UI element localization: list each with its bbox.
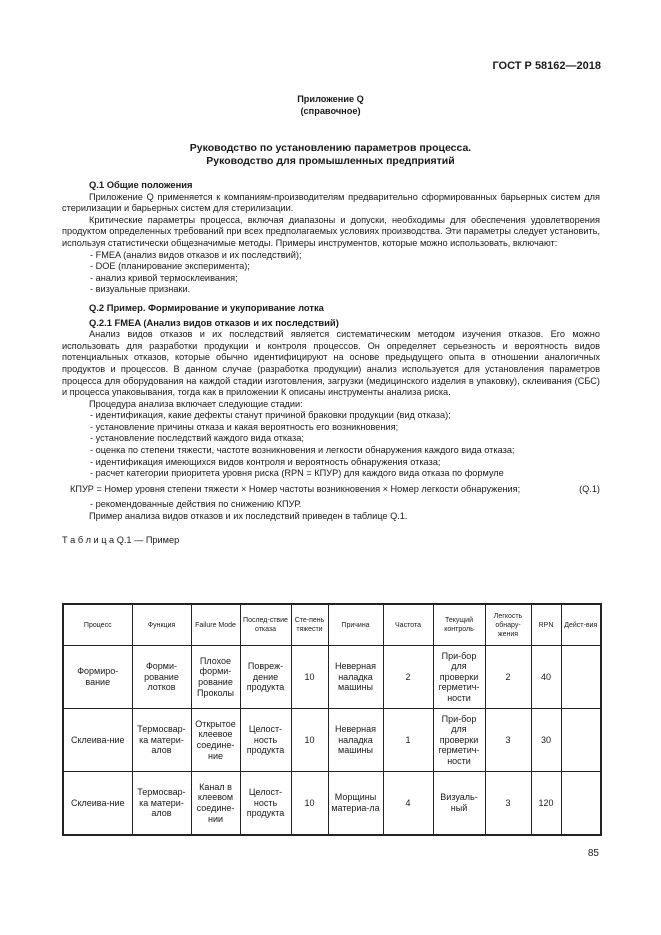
table-cell: 30 — [531, 709, 561, 772]
table-cell — [561, 646, 601, 709]
column-header: Частота — [383, 604, 433, 646]
column-header: Легкость обнару-жения — [485, 604, 531, 646]
table-cell: Визуаль-ный — [433, 772, 485, 836]
appendix-title: Приложение Q — [297, 94, 364, 104]
column-header: Причина — [328, 604, 383, 646]
list-item: - расчет категории приоритета уровня риска (RPN = КПУР) для каждого вида отказа по формуле — [90, 468, 504, 479]
table-caption: Т а б л и ц а Q.1 — Пример — [62, 534, 180, 545]
table-row — [63, 646, 601, 709]
table-cell: Целост-ность продукта — [240, 772, 291, 836]
column-header: Сте-пень тяжести — [291, 604, 328, 646]
formula-text: КПУР = Номер уровня степени тяжести × Номер частоты возникновения × Номер легкости обнаружения; — [70, 483, 521, 494]
table-header-row — [63, 604, 601, 646]
section-title-1: Руководство по установлению параметров процесса. — [189, 142, 472, 154]
table-cell: Формиро-вание — [63, 646, 132, 709]
paragraph: Процедура анализа включает следующие стадии: — [89, 398, 303, 409]
column-header: Послед-ствие отказа — [240, 604, 291, 646]
table-cell: При-бор для проверки герметич-ности — [433, 646, 485, 709]
table-cell: Термосвар-ка матери-алов — [132, 709, 191, 772]
table-cell — [561, 709, 601, 772]
formula-number: (Q.1) — [579, 483, 600, 494]
list-item: - FMEA (анализ видов отказов и их последствий); — [90, 249, 302, 260]
table-cell: Форми-рование лотков — [132, 646, 191, 709]
table-cell: Плохое форми-рование Проколы — [191, 646, 240, 709]
table-row — [63, 709, 601, 772]
table-cell: 120 — [531, 772, 561, 836]
table-cell: 3 — [485, 709, 531, 772]
column-header: RPN — [531, 604, 561, 646]
list-item: - оценка по степени тяжести, частоте возникновения и легкости обнаружения каждого вида отказа; — [90, 445, 515, 456]
list-item: - идентификация имеющихся видов контроля и вероятность обнаружения отказа; — [90, 456, 441, 467]
appendix-subtitle: (справочное) — [300, 106, 361, 116]
heading-q1: Q.1 Общие положения — [89, 179, 193, 190]
paragraph: Пример анализа видов отказов и их последствий приведен в таблице Q.1. — [89, 511, 408, 522]
heading-q2: Q.2 Пример. Формирование и укупоривание лотка — [89, 301, 324, 313]
table-cell: 2 — [383, 646, 433, 709]
formula — [62, 484, 600, 496]
body-text — [62, 176, 600, 546]
table-cell: 40 — [531, 646, 561, 709]
table-cell: 10 — [291, 709, 328, 772]
table-cell: 4 — [383, 772, 433, 836]
table-cell: Открытое клеевое соедине-ние — [191, 709, 240, 772]
table-cell: Целост-ность продукта — [240, 709, 291, 772]
table-cell: Неверная наладка машины — [328, 646, 383, 709]
heading-q21: Q.2.1 FMEA (Анализ видов отказов и их последствий) — [89, 316, 339, 328]
document-id: ГОСТ Р 58162—2018 — [492, 60, 601, 72]
table-row — [63, 772, 601, 836]
table-cell: Повреж-дение продукта — [240, 646, 291, 709]
fmea-table — [62, 603, 602, 836]
paragraph: Приложение Q применяется к компаниям-производителям предварительно сформированных барьерных систем для стерилизации и барьерных систем для стерилизации. — [62, 191, 600, 214]
list-item: - установление причины отказа и какая вероятность его возникновения; — [90, 421, 399, 432]
section-title-2: Руководство для промышленных предприятий — [206, 155, 455, 167]
table-cell: 1 — [383, 709, 433, 772]
table-cell: При-бор для проверки герметич-ности — [433, 709, 485, 772]
table-cell: Склеива-ние — [63, 772, 132, 836]
table-cell: Термосвар-ка матери-алов — [132, 772, 191, 836]
list-item: - установление последствий каждого вида отказа; — [90, 433, 304, 444]
list-item: - идентификация, какие дефекты станут причиной браковки продукции (вид отказа); — [90, 410, 451, 421]
table-cell: Склеива-ние — [63, 709, 132, 772]
list-item: - рекомендованные действия по снижению КПУР. — [90, 499, 302, 510]
table-cell: Канал в клеевом соедине-нии — [191, 772, 240, 836]
paragraph: Анализ видов отказов и их последствий является систематическим методом изучения отказов. Его можно использовать для разработки продукции и контроля процессов. Он определяет серьезность и вероятность видов потенциальных отказов, которые обычно идентифицируют на основе предыдущего опыта в отношении аналогичных продуктов и процессов. В данном случае (разработка продукции) анализ используется для установления параметров процесса для оборудования на каждой стадии изготовления, загрузки (медицинского изделия в упаковку), склеивания (СБС) и процесса упаковывания, тогда как в приложении К описаны инструменты анализа риска. — [62, 329, 600, 398]
list-item: - анализ кривой термосклеивания; — [90, 272, 238, 283]
table-cell: 10 — [291, 646, 328, 709]
list-item: - DOE (планирование эксперимента); — [90, 261, 250, 272]
column-header: Дейст-вия — [561, 604, 601, 646]
table-cell: 3 — [485, 772, 531, 836]
column-header: Процесс — [63, 604, 132, 646]
page-number: 85 — [587, 848, 599, 859]
table-cell: Неверная наладка машины — [328, 709, 383, 772]
paragraph: Критические параметры процесса, включая диапазоны и допуски, необходимы для обеспечения удовлетворения продуктом определенных требований при всех предполагаемых условиях производства. Эти параметры следует установить, используя статистически общезначимые методы. Примеры инструментов, которые можно использовать, включают: — [62, 214, 600, 248]
table-cell: Морщины материа-ла — [328, 772, 383, 836]
column-header: Функция — [132, 604, 191, 646]
table-cell — [561, 772, 601, 836]
table-cell: 2 — [485, 646, 531, 709]
table-cell: 10 — [291, 772, 328, 836]
column-header: Failure Mode — [191, 604, 240, 646]
column-header: Текущий контроль — [433, 604, 485, 646]
list-item: - визуальные признаки. — [90, 284, 191, 295]
